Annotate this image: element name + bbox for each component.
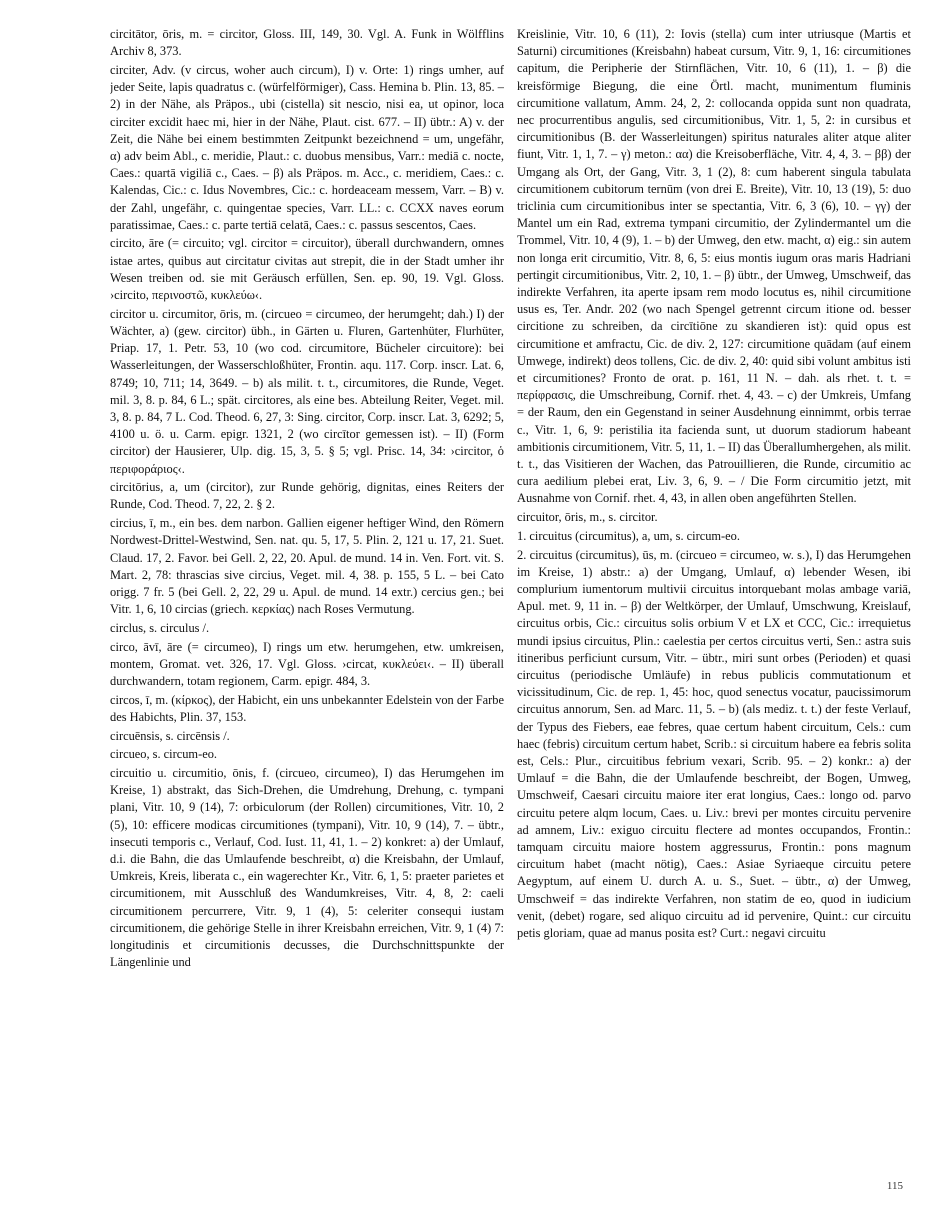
right-column <box>517 26 911 1174</box>
page-number: 115 <box>886 1180 903 1192</box>
entry-circito: circito, āre (= circuito; vgl. circitor = circuitor), überall durchwandern, omnes istae artes, quibus aut circitatur civitas aut strepit, die in der Stadt umher ihr Wesen treiben od. sie mit Geräusch erfüllen, Sen. ep. 90, 19. Vgl. Gloss. ›circito, περινοστῶ, κυκλεύω‹. <box>110 236 504 303</box>
entry-circitor: circitor u. circumitor, ōris, m. (circueo = circumeo, der herumgeht; dah.) I) der Wächter, a) (gew. circitor) übh., in Gärten u. Fluren, Gartenhüter, Flurhüter, Priap. 17, 1. Petr. 53, 10 (wo cod. circumitore, Bücheler circuitore): bei Wasserleitungen, der Wasserschloßhüter, Frontin. aqu. 117. Corp. inscr. Lat. 6, 8749; 10, 711; 14, 3649. – b) als milit. t. t., circumitores, die Runde, Veget. mil. 3, 8. p. 84, 6 L.; spät. circitores, als eine bes. Abteilung Reiter, Veget. mil. 3, 8. p. 84, 7 L. Cod. Theod. 6, 27, 3: Sing. circitor, Corp. inscr. Lat. 3, 6292; 5, 4100 u. ö. u. Carm. epigr. 1321, 2 (wo circītor gemessen ist). – II) (Form circitor) der Hausierer, Ulp. dig. 15, 3, 5. § 5; vgl. Prisc. 14, 34: ›circitor, ὁ περιφοράριος‹. <box>110 306 504 476</box>
entry-circlus: circlus, s. circulus /. <box>110 620 210 635</box>
entry-circuitus-1: 1. circuitus (circumitus), a, um, s. circum-eo. <box>517 528 740 543</box>
left-column <box>110 26 504 1174</box>
entry-circuitus-2: 2. circuitus (circumitus), ūs, m. (circueo = circumeo, w. s.), I) das Herumgehen im Kreise, 1) abstr.: a) der Umgang, Umlauf, α) lebender Wesen, ibi complurium iumentorum multivii circuitus intorquebant molas ambage variā, Apul. met. 9, 11 in. – β) der Weltkörper, der Umlauf, Umschwung, Kreislauf, circuitus orbis, Cic.: circuitus solis orbium V et LX et CCC, Cic.: irrequietus mundi ipsius circuitus, Plin.: caelestia per certos circuitus verti, Sen.: astra suis itineribus perficiunt cursum, Vitr. – übtr., miri sunt orbes (Perioden) et quasi circuitus (periodische Umläufe) in rebus publicis commutationum et vicissitudinum, Cic. de rep. 1, 45: hoc, quod senectus vocatur, paucissimorum circuitus annorum, Sen. ad Marc. 11, 5. – b) (als mediz. t. t.) der feste Verlauf, der Typus des Fiebers, eae febres, quae certum habent circuitum, Cels.: cum haec (febris) circuitum certum habet, Scrib.: si circuitum habere ea febris solita est, Cels.: Plur., circuitibus febrium vexari, Scrib. 95. – 2) konkr.: a) der Umlauf = die Bahn, die der Umlaufende beschreibt, der Bogen, Umweg, Umschweif, Caesari circuitu maiore iter erat longius, Caes.: longo od. parvo circuitu petere alqm locum, Caes. u. Liv.: brevi per montes circuitu pervenire ad amnem, Liv.: exiguo circuitu flectere ad montes occupandos, Frontin.: tamquam circuitu maiore hostem aggressurus, Frontin.: pons magnum circuitum habet (macht nötig), Caes.: Asiae Syriaeque circuitu petere Aegyptum, auf einem U. durch A. u. S., Suet. – übtr., α) der Umweg, Umschweif = das indirekte Verfahren, non statim de eo, quod in iudicium venit, (debet) rogare, sed aliquo circuitu ad id pervenire, Quint.: cur circuitu petis gloriam, quae ad manus posita est? Curt.: negavi circuitu <box>517 547 911 941</box>
entry-circuensis: circuēnsis, s. circēnsis /. <box>110 728 230 743</box>
entry-circuitor: circuitor, ōris, m., s. circitor. <box>517 510 658 525</box>
entry-circiter: circiter, Adv. (v circus, woher auch circum), I) v. Orte: 1) rings umher, auf jeder Seite, lapis quadratus c. (würfelförmiger), Cass. Hemina b. Plin. 13, 85. – 2) in der Nähe, als Präpos., ubi (cistella) sit nescio, nisi ea, ut opinor, loca circiter excidit haec mi, hier in der Nähe, Plaut. cist. 677. – II) übtr.: A) v. der Zeit, die Nähe bei einem bestimmten Zeitpunkt bezeichnend = um, ungefähr, α) adv beim Abl., c. meridie, Plaut.: c. duobus mensibus, Varr.: mediā c. nocte, Caes.: quartā vigiliā c., Caes. – β) als Präpos. m. Acc., c. meridiem, Caes.: c. Kalendas, Cic.: c. Idus Novembres, Cic.: c. hordeaceam messem, Varr. – B) v. der Zahl, ungefähr, c. quingentae species, Varr. LL.: c. CCXX naves eorum paratissimae, Caes.: c. parte tertiā celatā, Caes.: c. passus sescentos, Caes. <box>110 62 504 232</box>
entry-circueo: circueo, s. circum-eo. <box>110 747 217 762</box>
entry-circos: circos, ī, m. (κίρκος), der Habicht, ein uns unbekannter Edelstein von der Farbe des Habichts, Plin. 37, 153. <box>110 692 504 724</box>
entry-circitorius: circitōrius, a, um (circitor), zur Runde gehörig, dignitas, eines Reiters der Runde, Cod. Theod. 7, 22, 2. § 2. <box>110 480 504 512</box>
entry-circo: circo, āvī, āre (= circumeo), I) rings um etw. herumgehen, etw. umkreisen, montem, Gromat. vet. 326, 17. Vgl. Gloss. ›circat, κυκλεύει‹. – II) überall durchwandern, totam regionem, Carm. epigr. 484, 3. <box>110 639 504 689</box>
entry-circuitio-continued: Kreislinie, Vitr. 10, 6 (11), 2: Iovis (stella) cum inter utriusque (Martis et Saturni) circumitiones (Kreisbahn) habeat cursum, Vitr. 9, 1, 16: circumitiones capitum, die Peripherie der Stirnflächen, Vitr. 10, 6 (11), 1. – β) die kreisförmige Biegung, die eine Örtl. macht, munimentum fluminis circumitione vallatum, Amm. 24, 2, 2: collocanda oppida sunt non quadrata, nec procurrentibus angulis, sed circumitionibus, Vitr. 1, 5, 2: in cursibus et circumitionibus (B. der Wasserleitungen) spiritus naturales aliter atque aliter fiunt, Vitr. 1, 1, 7. – γ) meton.: αα) die Kreisoberfläche, Vitr. 4, 4, 3. – ββ) der Umgang als Ort, der Gang, Vitr. 3, 1 (2), 8: cum haberent singula tabulata circumitionem cubitorum ternūm (von drei E. Breite), Vitr. 10, 13 (19), 5: duo triclinia cum circumitionibus inter se spectantia, Vitr. 6, 3 (6), 10. – γγ) der Mantel um ein Rad, extrema tympani circumitio, der Zylindermantel um die Trommel, Vitr. 10, 4 (9), 1. – b) der Umweg, den etw. macht, α) eig.: sin autem non longa erit circumitio, Vitr. 8, 6, 5: eius montis iugum oras maris Hadriani pertingit circumitionibus, Vitr. 2, 10, 1. – β) übtr., der Umweg, Umschweif, das indirekte Verfahren, ita aperte ipsam rem modo locutus es, nihil circumitione usus es, Ter. Andr. 202 (wo nach Spengel getrennt circum itione od. besser circitione zu schreiben, da circītiōne zu skandieren ist): quid opus est circumitione et amfractu, Cic. de div. 2, 127: circumitione quādam (auf einem Umwege, indirekt) deos tollens, Cic. de div. 2, 40: quid sibi volunt ambitus isti et circumitiones? Fronto de orat. p. 161, 11 N. – dah. als rhet. t. t. = περίφρασις, die Umschreibung, Cornif. rhet. 4, 43. – c) der Umkreis, Umfang = der Raum, den ein Gegenstand in seiner Ausdehnung einnimmt, orbis terrae c., Vitr. 1, 6, 9: peristilia ita facienda sunt, ut duorum stadiorum habeant ambitionis circumitionem, Vitr. 5, 11, 1. – II) das Überallumhergehen, als milit. t. t., das Visitieren der Wachen, das Patrouillieren, die Runde, circumitio ac cura aedilium plebei erat, Liv. 3, 6, 9. – / Die Form circumitio jetzt, mit Ausnahme von Cornif. rhet. 4, 43, in allen oben angeführten Stellen. <box>517 27 911 506</box>
entry-circius: circius, ī, m., ein bes. dem narbon. Gallien eigener heftiger Wind, den Römern Nordwest-Drittel-Westwind, Sen. nat. qu. 5, 17, 5. Plin. 2, 121 u. 17, 21. Suet. Claud. 17, 2. Favor. bei Gell. 2, 22, 20. Apul. de mund. 14 in. Ven. Fort. vit. S. Mart. 2, 78: thrascias sive circius, Veget. mil. 4, 38. p. 155, 5 L. – bei Cato origg. 7 fr. 5 (bei Gell. 2, 22, 29 u. Apul. de mund. 14 extr.) cercius gen.; bei Vitr. 1, 6, 10 circias (griech. κερκίας) nach Roses Vermutung. <box>110 516 504 617</box>
entry-circuitio: circuitio u. circumitio, ōnis, f. (circueo, circumeo), I) das Herumgehen im Kreise, 1) abstrakt, das Sich-Drehen, die Umdrehung, Drehung, c. tympani plani, Vitr. 10, 9 (14), 7: orbiculorum (der Rollen) circumitiones, Vitr. 10, 2 (5), 10: efficere modicas circumitiones (tympani), Vitr. 10, 9 (14), 7. – übtr., insecuti temporis c., Verlauf, Cod. Iust. 11, 41, 1. – 2) konkret: a) der Umlauf, d.i. die Bahn, die das Umlaufende beschreibt, α) die Kreisbahn, der Umlauf, Umkreis, Kreis, liberata c., ein wagerechter Kr., Vitr. 6, 1, 5: praeter parietes et circumitionem, mit Ausschluß des Wandumkreises, Vitr. 4, 8, 2: caeli circumitionem percurrere, Vitr. 9, 1 (4), 5: celeriter consequi iustam circumitionem, die gehörige Stelle in ihrer Kreisbahn erreichen, Vitr. 9, 1 (4) 7: longitudinis et circumitionis decusses, die Durchschnittspunkte der Längenlinie und <box>110 766 504 970</box>
entry-circitator: circitātor, ōris, m. = circitor, Gloss. III, 149, 30. Vgl. A. Funk in Wölfflins Archiv 8, 373. <box>110 27 504 59</box>
